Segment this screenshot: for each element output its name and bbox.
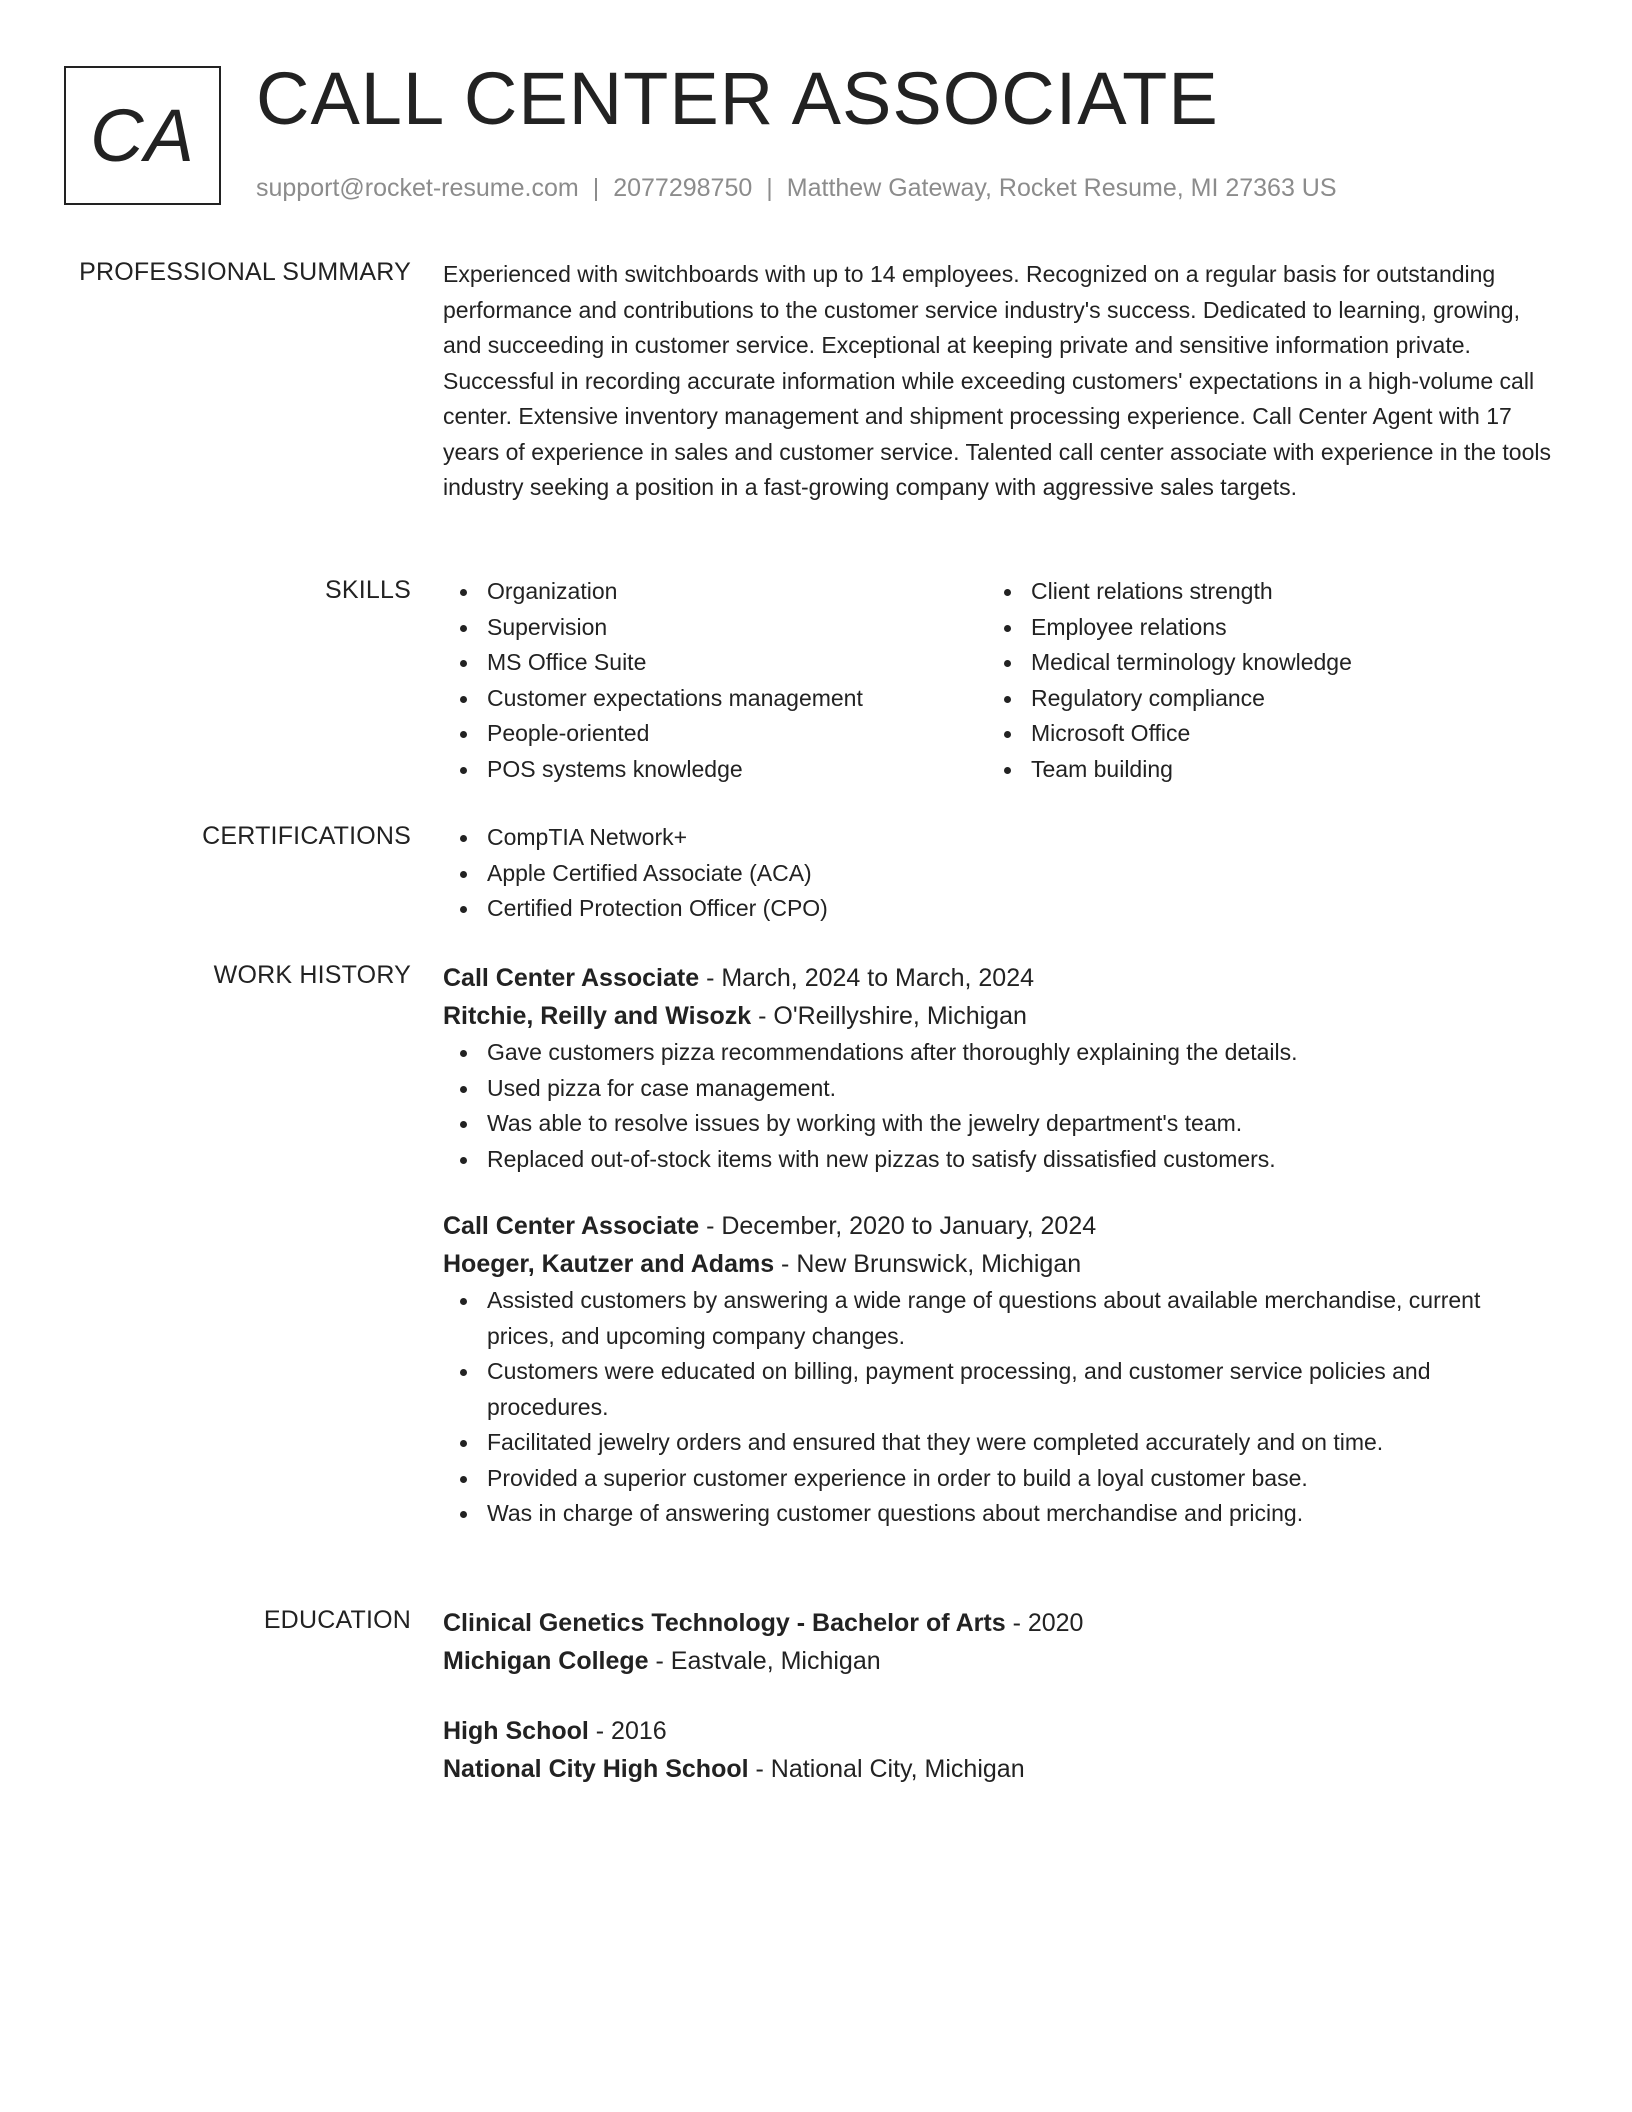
education-school-line [443, 1642, 1553, 1680]
education-year: - 2016 [588, 1717, 667, 1745]
skills-grid [443, 574, 1553, 787]
skill-item: Customer expectations management [443, 681, 987, 717]
education-entry [443, 1604, 1553, 1680]
skill-item: Team building [987, 752, 1531, 788]
skill-item: Employee relations [987, 610, 1531, 646]
education-degree-line [443, 1712, 1553, 1750]
job-duty: Assisted customers by answering a wide range of questions about available merchandise, current prices, and upcoming company changes. [443, 1283, 1553, 1354]
job-duty: Provided a superior customer experience in order to build a loyal customer base. [443, 1461, 1553, 1497]
job-title-line [443, 1207, 1553, 1245]
summary-text: Experienced with switchboards with up to 14 employees. Recognized on a regular basis for outstanding performance and contributions to the customer service industry's success. Dedicated to learning, growing, and succeeding in customer service. Exceptional at keeping private and sensitive information private. Successful in recording accurate information while exceeding customers' expectations in a high-volume call center. Extensive inventory management and shipment processing experience. Call Center Agent with 17 years of experience in sales and customer service. Talented call center associate with experience in the tools industry seeking a position in a fast-growing company with aggressive sales targets. [443, 261, 1551, 500]
certification-item: CompTIA Network+ [443, 820, 1553, 856]
contact-separator: | [592, 174, 600, 202]
certifications-section [443, 820, 1553, 927]
certifications-list [443, 820, 1553, 927]
job-duty: Used pizza for case management. [443, 1071, 1553, 1107]
job-location: - New Brunswick, Michigan [774, 1250, 1082, 1278]
monogram-initials: CA [90, 94, 195, 177]
job-title: Call Center Associate [443, 964, 700, 992]
job-location: - O'Reillyshire, Michigan [751, 1002, 1027, 1030]
job-duty: Replaced out-of-stock items with new pizzas to satisfy dissatisfied customers. [443, 1142, 1553, 1178]
skills-list-right [987, 574, 1531, 787]
education-degree-line [443, 1604, 1553, 1642]
certification-item: Apple Certified Associate (ACA) [443, 856, 1553, 892]
summary-section [443, 257, 1553, 506]
resume-title: CALL CENTER ASSOCIATE [256, 57, 1219, 140]
job-duties-list [443, 1035, 1553, 1177]
education-section [443, 1604, 1553, 1820]
work-history-heading: WORK HISTORY [213, 961, 411, 989]
skill-item: Medical terminology knowledge [987, 645, 1531, 681]
job-company: Hoeger, Kautzer and Adams [443, 1250, 775, 1278]
contact-address: Matthew Gateway, Rocket Resume, MI 27363 US [786, 174, 1337, 202]
skills-section [443, 574, 1553, 787]
education-school-line [443, 1750, 1553, 1788]
skills-heading: SKILLS [325, 576, 411, 604]
contact-email: support@rocket-resume.com [256, 174, 579, 202]
skill-item: Microsoft Office [987, 716, 1531, 752]
job-duty: Was able to resolve issues by working with the jewelry department's team. [443, 1106, 1553, 1142]
job-duty: Gave customers pizza recommendations after thoroughly explaining the details. [443, 1035, 1553, 1071]
monogram-box [64, 66, 221, 205]
job-entry [443, 959, 1553, 1177]
job-company: Ritchie, Reilly and Wisozk [443, 1002, 752, 1030]
education-location: - Eastvale, Michigan [648, 1647, 881, 1675]
skill-item: Client relations strength [987, 574, 1531, 610]
contact-separator: | [766, 174, 773, 202]
summary-heading: PROFESSIONAL SUMMARY [79, 258, 411, 286]
education-year: - 2020 [1005, 1609, 1084, 1637]
job-duty: Customers were educated on billing, payment processing, and customer service policies and procedures. [443, 1354, 1553, 1425]
education-entry [443, 1712, 1553, 1788]
job-company-line [443, 997, 1553, 1035]
job-dates: - March, 2024 to March, 2024 [699, 964, 1035, 992]
job-company-line [443, 1245, 1553, 1283]
skill-item: Regulatory compliance [987, 681, 1531, 717]
job-duty: Was in charge of answering customer questions about merchandise and pricing. [443, 1496, 1553, 1532]
education-school: National City High School [443, 1755, 749, 1783]
job-duty: Facilitated jewelry orders and ensured that they were completed accurately and on time. [443, 1425, 1553, 1461]
job-title: Call Center Associate [443, 1212, 700, 1240]
education-school: Michigan College [443, 1647, 649, 1675]
work-history-section [443, 959, 1553, 1562]
job-title-line [443, 959, 1553, 997]
contact-line [256, 174, 1337, 203]
education-degree: High School [443, 1717, 589, 1745]
job-dates: - December, 2020 to January, 2024 [699, 1212, 1097, 1240]
job-entry [443, 1207, 1553, 1532]
job-duties-list [443, 1283, 1553, 1532]
skill-item: MS Office Suite [443, 645, 987, 681]
skill-item: Supervision [443, 610, 987, 646]
skill-item: POS systems knowledge [443, 752, 987, 788]
education-location: - National City, Michigan [748, 1755, 1025, 1783]
certification-item: Certified Protection Officer (CPO) [443, 891, 1553, 927]
skill-item: Organization [443, 574, 987, 610]
contact-phone: 2077298750 [613, 174, 753, 202]
education-degree: Clinical Genetics Technology - Bachelor of Arts [443, 1609, 1006, 1637]
certifications-heading: CERTIFICATIONS [202, 822, 411, 850]
skills-list-left [443, 574, 987, 787]
education-heading: EDUCATION [263, 1606, 411, 1634]
skill-item: People-oriented [443, 716, 987, 752]
